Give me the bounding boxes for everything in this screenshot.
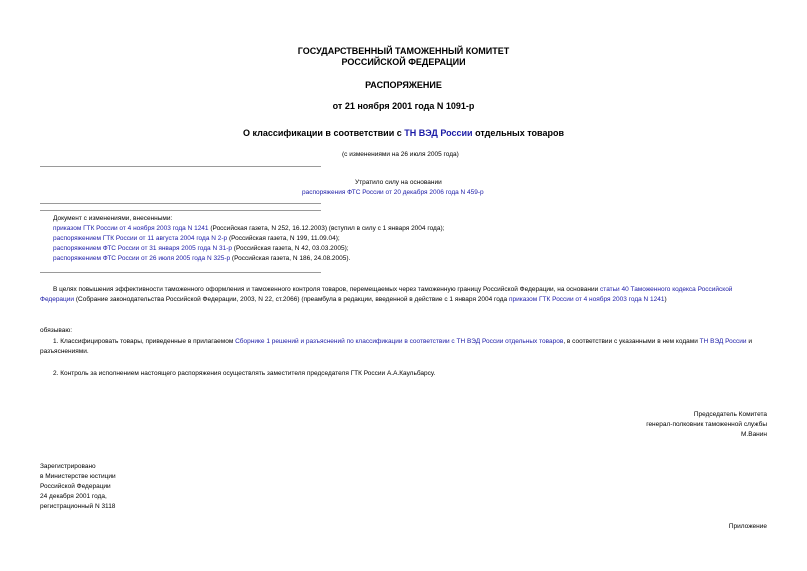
amendments-intro: Документ с изменениями, внесенными:	[53, 215, 173, 222]
document-type: РАСПОРЯЖЕНИЕ	[365, 80, 442, 90]
org-name-line1: ГОСУДАРСТВЕННЫЙ ТАМОЖЕННЫЙ КОМИТЕТ	[297, 46, 510, 56]
org-name-line2: РОССИЙСКОЙ ФЕДЕРАЦИИ	[341, 57, 466, 67]
amendment-item	[53, 224, 444, 234]
item-1-text-2: , в соответствии с указанными в нем кодами	[563, 338, 700, 345]
order-1241-link[interactable]: приказом ГТК России от 4 ноября 2003 года N 1241	[508, 296, 665, 303]
obliges-text: обязываю:	[40, 327, 73, 334]
signature-name: М.Ванин	[741, 431, 767, 438]
amendment-text: (Российская газета, N 186, 24.08.2005).	[230, 255, 351, 262]
item-1-text-3: и разъяснениями.	[40, 338, 752, 355]
registration-line: 24 декабря 2001 года,	[40, 493, 107, 500]
registration-line: регистрационный N 3118	[40, 503, 116, 510]
amendments-block	[53, 214, 444, 264]
preamble-text-3: )	[664, 296, 667, 303]
title-text-after: отдельных товаров	[472, 128, 564, 138]
amendment-link[interactable]: распоряжением ГТК России от 11 августа 2004 года N 2-р	[53, 235, 228, 242]
amendment-text: (Российская газета, N 199, 11.09.04);	[227, 235, 340, 242]
item-1-paragraph	[40, 337, 768, 357]
signature-rank: генерал-полковник таможенной службы	[646, 421, 767, 428]
title-text-before: О классификации в соответствии с	[243, 128, 405, 138]
amendment-item	[53, 234, 444, 244]
divider-2	[40, 203, 321, 204]
title-link-tnved[interactable]: ТН ВЭД России	[404, 128, 473, 138]
changes-note: (с изменениями на 26 июля 2005 года)	[342, 151, 459, 158]
registration-line: в Министерстве юстиции	[40, 473, 116, 480]
void-notice-text: Утратило силу на основании	[355, 179, 442, 186]
amendment-item	[53, 254, 444, 264]
preamble-text-2: (Собрание законодательства Российской Федерации, 2003, N 22, ст.2066) (преамбула в редакции, введенной в действие с 1 января 2004 года	[74, 296, 509, 303]
registration-line: Зарегистрировано	[40, 463, 96, 470]
divider-3	[40, 210, 321, 211]
customs-code-link[interactable]: статьи 40 Таможенного кодекса Российской Федерации	[40, 286, 733, 303]
signature-position: Председатель Комитета	[693, 411, 767, 418]
tnved-link[interactable]: ТН ВЭД России	[699, 338, 747, 345]
amendment-item	[53, 244, 444, 254]
preamble-paragraph	[40, 285, 768, 305]
item-1-text-1: 1. Классифицировать товары, приведенные в прилагаемом	[53, 338, 236, 345]
document-date-number: от 21 ноября 2001 года N 1091-р	[332, 101, 475, 111]
preamble-text-1: В целях повышения эффективности таможенного оформления и таможенного контроля товаров, перемещаемых через таможенную границу Российской Федерации, на основании	[53, 286, 601, 293]
appendix-label: Приложение	[728, 523, 767, 530]
registration-block	[40, 462, 116, 512]
void-notice-link[interactable]: распоряжения ФТС России от 20 декабря 2006 года N 459-р	[302, 189, 484, 196]
amendment-link[interactable]: распоряжением ФТС России от 26 июля 2005 года N 325-р	[53, 255, 231, 262]
divider-4	[40, 272, 321, 273]
divider-1	[40, 166, 321, 167]
signature-block	[646, 410, 767, 440]
item-2-paragraph: 2. Контроль за исполнением настоящего распоряжения осуществлять заместителя председателя ГТК России А.А.Каульбарсу.	[53, 370, 436, 377]
registration-line: Российской Федерации	[40, 483, 111, 490]
document-title	[0, 128, 807, 138]
collection-link[interactable]: Сборнике 1 решений и разъяснений по классификации в соответствии с ТН ВЭД России отдельных товаров	[235, 338, 564, 345]
amendment-text: (Российская газета, N 42, 03.03.2005);	[231, 245, 349, 252]
amendment-text: (Российская газета, N 252, 16.12.2003) (вступил в силу с 1 января 2004 года);	[208, 225, 445, 232]
amendment-link[interactable]: приказом ГТК России от 4 ноября 2003 года N 1241	[53, 225, 209, 232]
amendment-link[interactable]: распоряжением ФТС России от 31 января 2005 года N 31-р	[53, 245, 232, 252]
